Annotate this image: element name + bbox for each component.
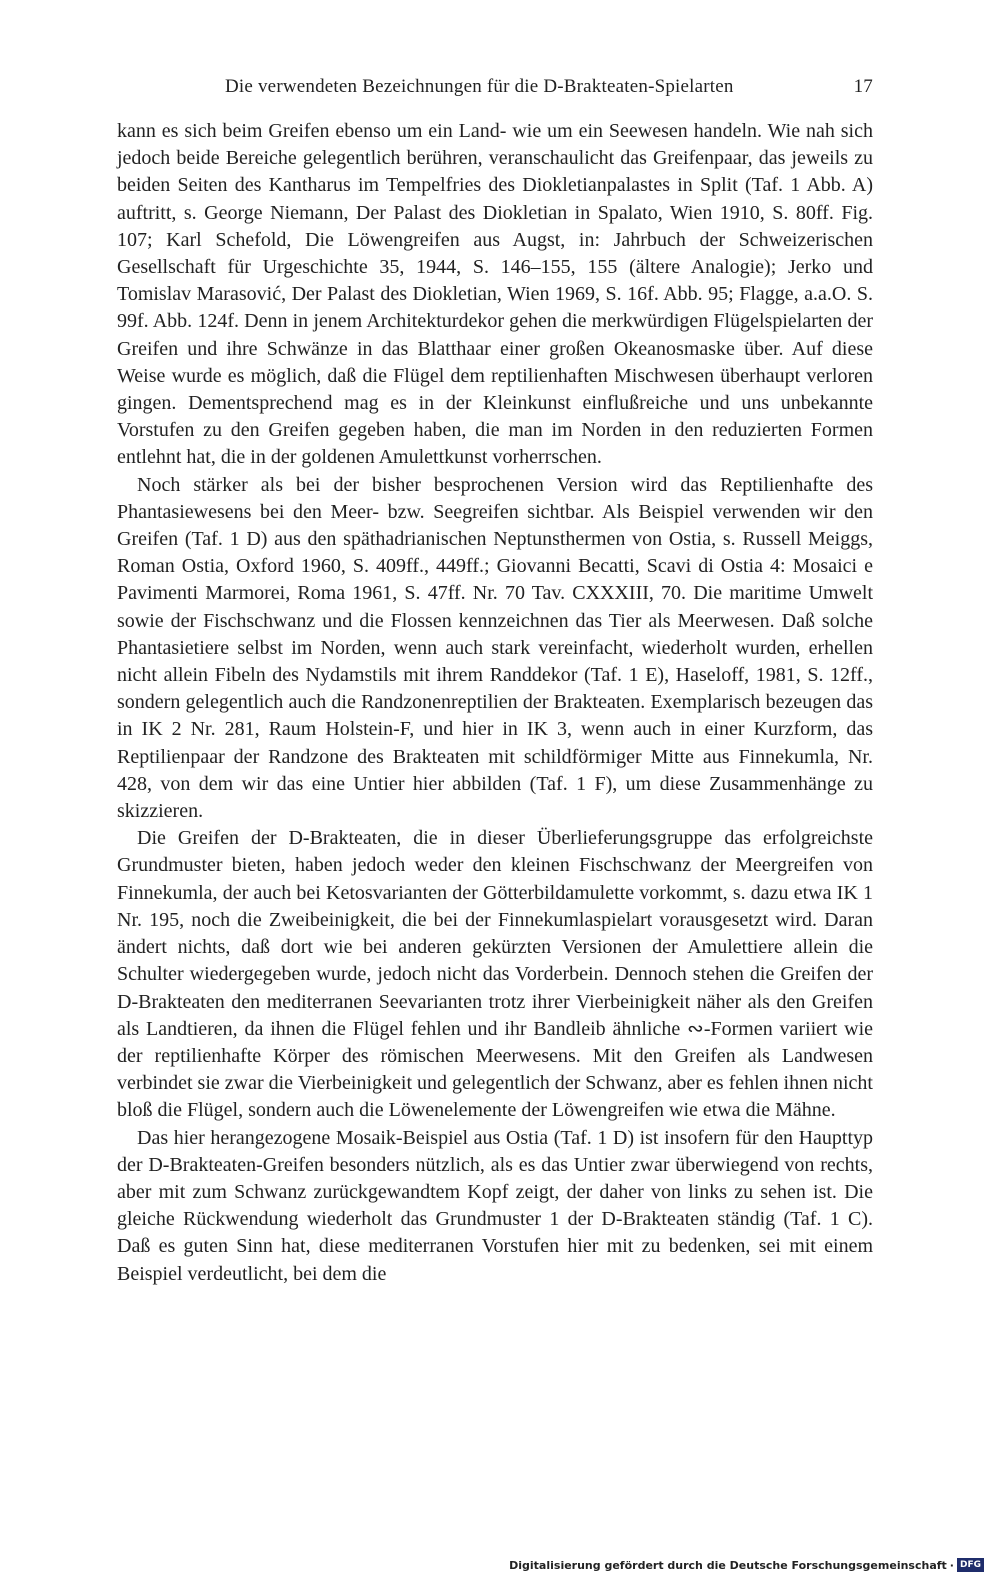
running-head: [117, 76, 873, 106]
body-text: [117, 118, 873, 1288]
page-number: 17: [853, 76, 873, 97]
credit-text: Digitalisierung gefördert durch die Deutsche Forschungsgemeinschaft: [509, 1558, 947, 1572]
running-title: Die verwendeten Bezeichnungen für die D-Brakteaten-Spielarten: [225, 76, 734, 97]
dfg-logo: DFG: [957, 1558, 984, 1572]
digitization-credit: [509, 1557, 984, 1573]
paragraph-3: Die Greifen der D-Brakteaten, die in dieser Überlieferungsgruppe das erfolgreichste Grundmuster bieten, haben jedoch weder den kleinen Fischschwanz der Meergreifen von Finnekumla, der auch bei Ketosvarianten der Götterbildamulette vorkommt, s. dazu etwa IK 1 Nr. 195, noch die Zweibeinigkeit, die bei der Finnekumlaspielart vorausgesetzt wird. Daran ändert nichts, daß dort wie bei anderen gekürzten Versionen der Amulettiere allein die Schulter wiedergegeben wurde, jedoch nicht das Vorderbein. Dennoch stehen die Greifen der D-Brakteaten den mediterranen Seevarianten trotz ihrer Vierbeinigkeit näher als den Greifen als Landtieren, da ihnen die Flügel fehlen und ihr Bandleib ähnliche ∾-Formen variiert wie der reptilienhafte Körper des römischen Meerwesens. Mit den Greifen als Landwesen verbindet sie zwar die Vierbeinigkeit und gelegentlich der Schwanz, aber es fehlen ihnen nicht bloß die Flügel, sondern auch die Löwenelemente der Löwengreifen wie etwa die Mähne.: [117, 827, 873, 1122]
paragraph-2: Noch stärker als bei der bisher besprochenen Version wird das Reptilienhafte des Phantasiewesens bei den Meer- bzw. Seegreifen sichtbar. Als Beispiel verwenden wir den Greifen (Taf. 1 D) aus den späthadrianischen Neptunsthermen von Ostia, s. Russell Meiggs, Roman Ostia, Oxford 1960, S. 409ff., 449ff.; Giovanni Becatti, Scavi di Ostia 4: Mosaici e Pavimenti Marmorei, Roma 1961, S. 47ff. Nr. 70 Tav. CXXXIII, 70. Die maritime Umwelt sowie der Fischschwanz und die Flossen kennzeichnen das Tier als Meerwesen. Daß solche Phantasietiere selbst im Norden, wenn auch stark vereinfacht, wiederholt wurden, erhellen nicht allein Fibeln des Nydamstils mit ihrem Randdekor (Taf. 1 E), Haseloff, 1981, S. 12ff., sondern gelegentlich auch die Randzonenreptilien der Brakteaten. Exemplarisch bezeugen das in IK 2 Nr. 281, Raum Holstein-F, und hier in IK 3, wenn auch in einer Kurzform, das Reptilienpaar der Randzone des Brakteaten mit schildförmiger Mitte aus Finnekumla, Nr. 428, von dem wir das eine Untier hier abbilden (Taf. 1 F), um diese Zusammenhänge zu skizzieren.: [117, 473, 873, 823]
paragraph-4: Das hier herangezogene Mosaik-Beispiel aus Ostia (Taf. 1 D) ist insofern für den Haupttyp der D-Brakteaten-Greifen besonders nützlich, als es das Untier zwar überwiegend von rechts, aber mit zum Schwanz zurückgewandtem Kopf zeigt, der daher von links zu sehen ist. Die gleiche Rückwendung wiederholt das Grundmuster 1 der D-Brakteaten ständig (Taf. 1 C). Daß es guten Sinn hat, diese mediterranen Vorstufen hier mit zu bedenken, sei mit einem Beispiel verdeutlicht, bei dem die: [117, 1126, 873, 1285]
credit-separator: ·: [949, 1558, 954, 1572]
paragraph-1: kann es sich beim Greifen ebenso um ein Land- wie um ein Seewesen handeln. Wie nah sich jedoch beide Bereiche gelegentlich berühren, veranschaulicht das Greifenpaar, das jeweils zu beiden Seiten des Kantharus im Tempelfries des Diokletianpalastes in Split (Taf. 1 Abb. A) auftritt, s. George Niemann, Der Palast des Diokletian in Spalato, Wien 1910, S. 80ff. Fig. 107; Karl Schefold, Die Löwengreifen aus Augst, in: Jahrbuch der Schweizerischen Gesellschaft für Urgeschichte 35, 1944, S. 146–155, 155 (ältere Analogie); Jerko und Tomislav Marasović, Der Palast des Diokletian, Wien 1969, S. 16f. Abb. 95; Flagge, a.a.O. S. 99f. Abb. 124f. Denn in jenem Architekturdekor gehen die merkwürdigen Flügelspielarten der Greifen und ihre Schwänze in das Blatthaar einer großen Okeanosmaske über. Auf diese Weise wurde es möglich, daß die Flügel dem reptilienhaften Mischwesen überhaupt verloren gingen. Dementsprechend mag es in der Kleinkunst einflußreiche und uns unbekannte Vorstufen zu den Greifen gegeben haben, die man im Norden in den reduzierten Formen entlehnt hat, die in der goldenen Amulettkunst vorherrschen.: [117, 120, 873, 469]
